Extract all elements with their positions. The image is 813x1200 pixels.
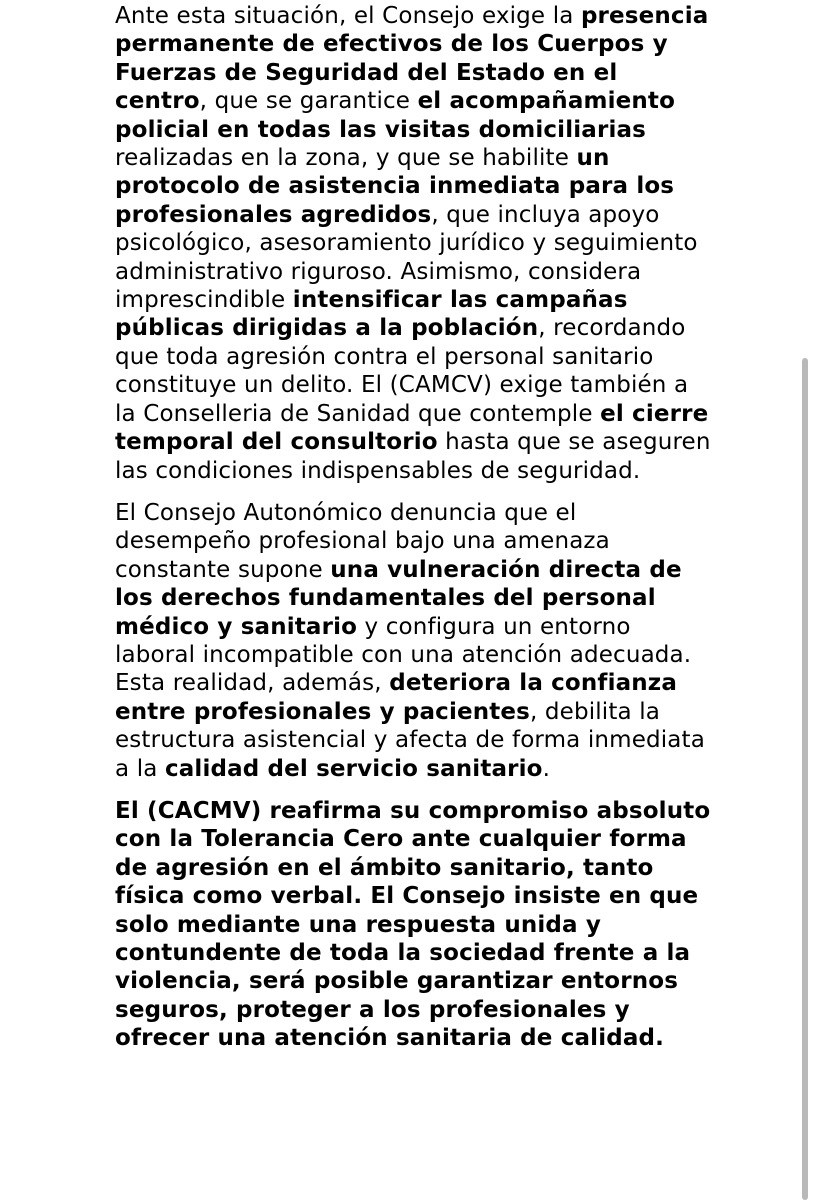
paragraph-3	[115, 797, 713, 1053]
text-run: , que incluya apoyo psicológico, asesoramiento jurídico y seguimiento administrativo riguroso. Asimismo, considera imprescindible	[115, 201, 698, 314]
text-run: realizadas en la zona, y que se habilite	[115, 145, 577, 172]
emphasis-run: El (CACMV) reafirma su compromiso absoluto con la Tolerancia Cero ante cualquier forma de agresión en el ámbito sanitario, tanto física como verbal. El Consejo insiste en que solo mediante una respuesta unida y contundente de toda la sociedad frente a la violencia, será posible garantizar entornos seguros, proteger a los profesionales y ofrecer una atención sanitaria de calidad.	[115, 797, 711, 1052]
emphasis-run: presencia permanente de efectivos de los Cuerpos y Fuerzas de Seguridad del Estado en el centro	[115, 3, 709, 115]
emphasis-run: un protocolo de asistencia inmediata para los profesionales agredidos	[115, 145, 675, 228]
text-run: y configura un entorno laboral incompatible con una atención adecuada. Esta realidad, además,	[115, 613, 692, 697]
emphasis-run: el cierre temporal del consultorio	[115, 400, 709, 456]
scrollbar-thumb[interactable]	[802, 358, 808, 1200]
text-run: , debilita la estructura asistencial y afecta de forma inmediata a la	[115, 698, 705, 782]
text-run: , recordando que toda agresión contra el personal sanitario constituye un delito. El (CAMCV) exige también a la Conselleria de Sanidad que contemple	[115, 315, 689, 427]
emphasis-run: una vulneración directa de los derechos fundamentales del personal médico y sanitario	[115, 556, 682, 640]
article-body	[115, 2, 713, 1053]
emphasis-run: intensificar las campañas públicas dirigidas a la población	[115, 287, 628, 342]
text-run: hasta que se aseguren las condiciones indispensables de seguridad.	[115, 429, 711, 484]
vertical-scrollbar[interactable]	[799, 0, 813, 1200]
paragraph-1	[115, 2, 713, 485]
text-run: El Consejo Autonómico denuncia que el desempeño profesional bajo una amenaza constante supone	[115, 499, 610, 583]
emphasis-run: el acompañamiento policial en todas las visitas domiciliarias	[115, 88, 676, 143]
paragraph-2	[115, 499, 713, 783]
text-run: .	[542, 755, 551, 782]
text-run: Ante esta situación, el Consejo exige la	[115, 3, 581, 29]
text-run: , que se garantice	[199, 88, 418, 115]
emphasis-run: deteriora la confianza entre profesionales y pacientes	[115, 670, 678, 725]
emphasis-run: calidad del servicio sanitario	[164, 755, 543, 782]
